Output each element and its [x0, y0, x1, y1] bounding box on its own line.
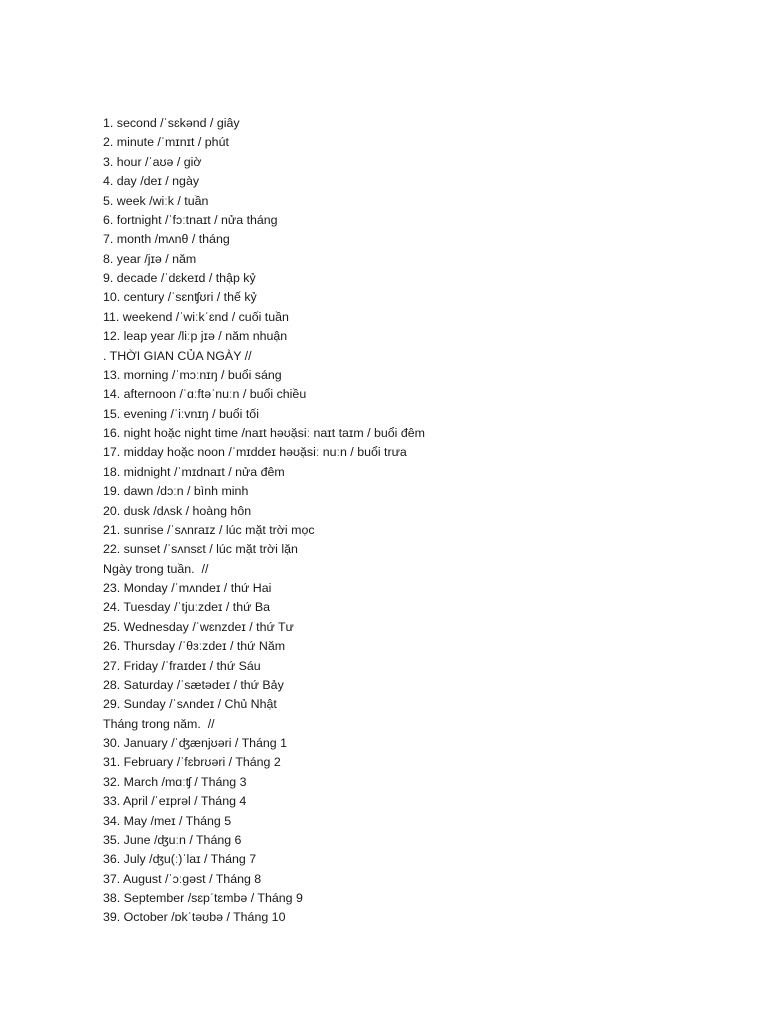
vocab-line: 39. October /ɒkˈtəʊbə / Tháng 10 [103, 910, 286, 925]
vocab-line: 18. midnight /ˈmɪdnaɪt / nửa đêm [103, 464, 285, 479]
vocab-line: 12. leap year /liːp jɪə / năm nhuận [103, 329, 288, 344]
vocab-line: 37. August /ˈɔːgəst / Tháng 8 [103, 871, 262, 886]
vocab-line: 28. Saturday /ˈsætədeɪ / thứ Bảy [103, 677, 284, 692]
vocab-line: 25. Wednesday /ˈwɛnzdeɪ / thứ Tư [103, 619, 294, 634]
vocab-line: 34. May /meɪ / Tháng 5 [103, 813, 232, 828]
vocab-line: 23. Monday /ˈmʌndeɪ / thứ Hai [103, 581, 272, 595]
vocab-line: Ngày trong tuần. // [103, 561, 209, 576]
vocab-line: 4. day /deɪ / ngày [103, 174, 200, 189]
vocab-line: 24. Tuesday /ˈtjuːzdeɪ / thứ Ba [103, 600, 270, 615]
vocab-line: 11. weekend /ˈwiːkˈɛnd / cuối tuần [103, 309, 289, 324]
vocab-line: 15. evening /ˈiːvnɪŋ / buổi tối [103, 406, 259, 421]
vocab-line: 32. March /mɑːʧ / Tháng 3 [103, 774, 247, 789]
vocab-line: 36. July /ʤu(ː)ˈlaɪ / Tháng 7 [103, 852, 257, 867]
vocab-line: 21. sunrise /ˈsʌnraɪz / lúc mặt trời mọc [103, 522, 315, 537]
vocab-line: 7. month /mʌnθ / tháng [103, 232, 230, 247]
vocab-line: 30. January /ˈʤænjʊəri / Tháng 1 [103, 736, 288, 750]
vocab-line: 3. hour /ˈaʊə / giờ [103, 154, 202, 169]
vocab-line: 14. afternoon /ˈɑːftəˈnuːn / buổi chiều [103, 387, 307, 402]
vocab-line: 6. fortnight /ˈfɔːtnaɪt / nửa tháng [103, 212, 278, 227]
vocabulary-list [103, 114, 425, 928]
vocab-line: Tháng trong năm. // [103, 716, 215, 731]
vocab-line: 9. decade /ˈdɛkeɪd / thập kỷ [103, 271, 256, 285]
vocab-line: 19. dawn /dɔːn / bình minh [103, 484, 249, 499]
vocab-line: 35. June /ʤuːn / Tháng 6 [103, 832, 242, 847]
vocab-line: 13. morning /ˈmɔːnɪŋ / buổi sáng [103, 367, 282, 382]
vocab-line: 2. minute /ˈmɪnɪt / phút [103, 135, 229, 150]
vocab-line: 10. century /ˈsɛnʧʊri / thế kỷ [103, 290, 257, 305]
vocab-line: 33. April /ˈeɪprəl / Tháng 4 [103, 794, 247, 809]
vocab-line: 17. midday hoặc noon /ˈmɪddeɪ həʊặsiː nuːn / buổi trưa [103, 445, 407, 460]
vocab-line: 16. night hoặc night time /naɪt həʊặsiː naɪt taɪm / buổi đêm [103, 426, 425, 440]
vocab-line: 1. second /ˈsɛkənd / giây [103, 116, 240, 130]
vocab-line: 5. week /wiːk / tuần [103, 193, 209, 208]
vocab-line: 8. year /jɪə / năm [103, 251, 197, 266]
vocab-line: 38. September /sɛpˈtɛmbə / Tháng 9 [103, 891, 303, 905]
vocab-line: . THỜI GIAN CỦA NGÀY // [103, 348, 252, 363]
vocab-line: 22. sunset /ˈsʌnsɛt / lúc mặt trời lặn [103, 542, 298, 557]
vocab-line: 31. February /ˈfɛbrʊəri / Tháng 2 [103, 755, 281, 770]
vocab-line: 27. Friday /ˈfraɪdeɪ / thứ Sáu [103, 658, 261, 673]
vocab-line: 20. dusk /dʌsk / hoàng hôn [103, 503, 252, 518]
vocab-line: 26. Thursday /ˈθɜːzdeɪ / thứ Năm [103, 639, 286, 654]
vocab-line: 29. Sunday /ˈsʌndeɪ / Chủ Nhật [103, 697, 277, 712]
